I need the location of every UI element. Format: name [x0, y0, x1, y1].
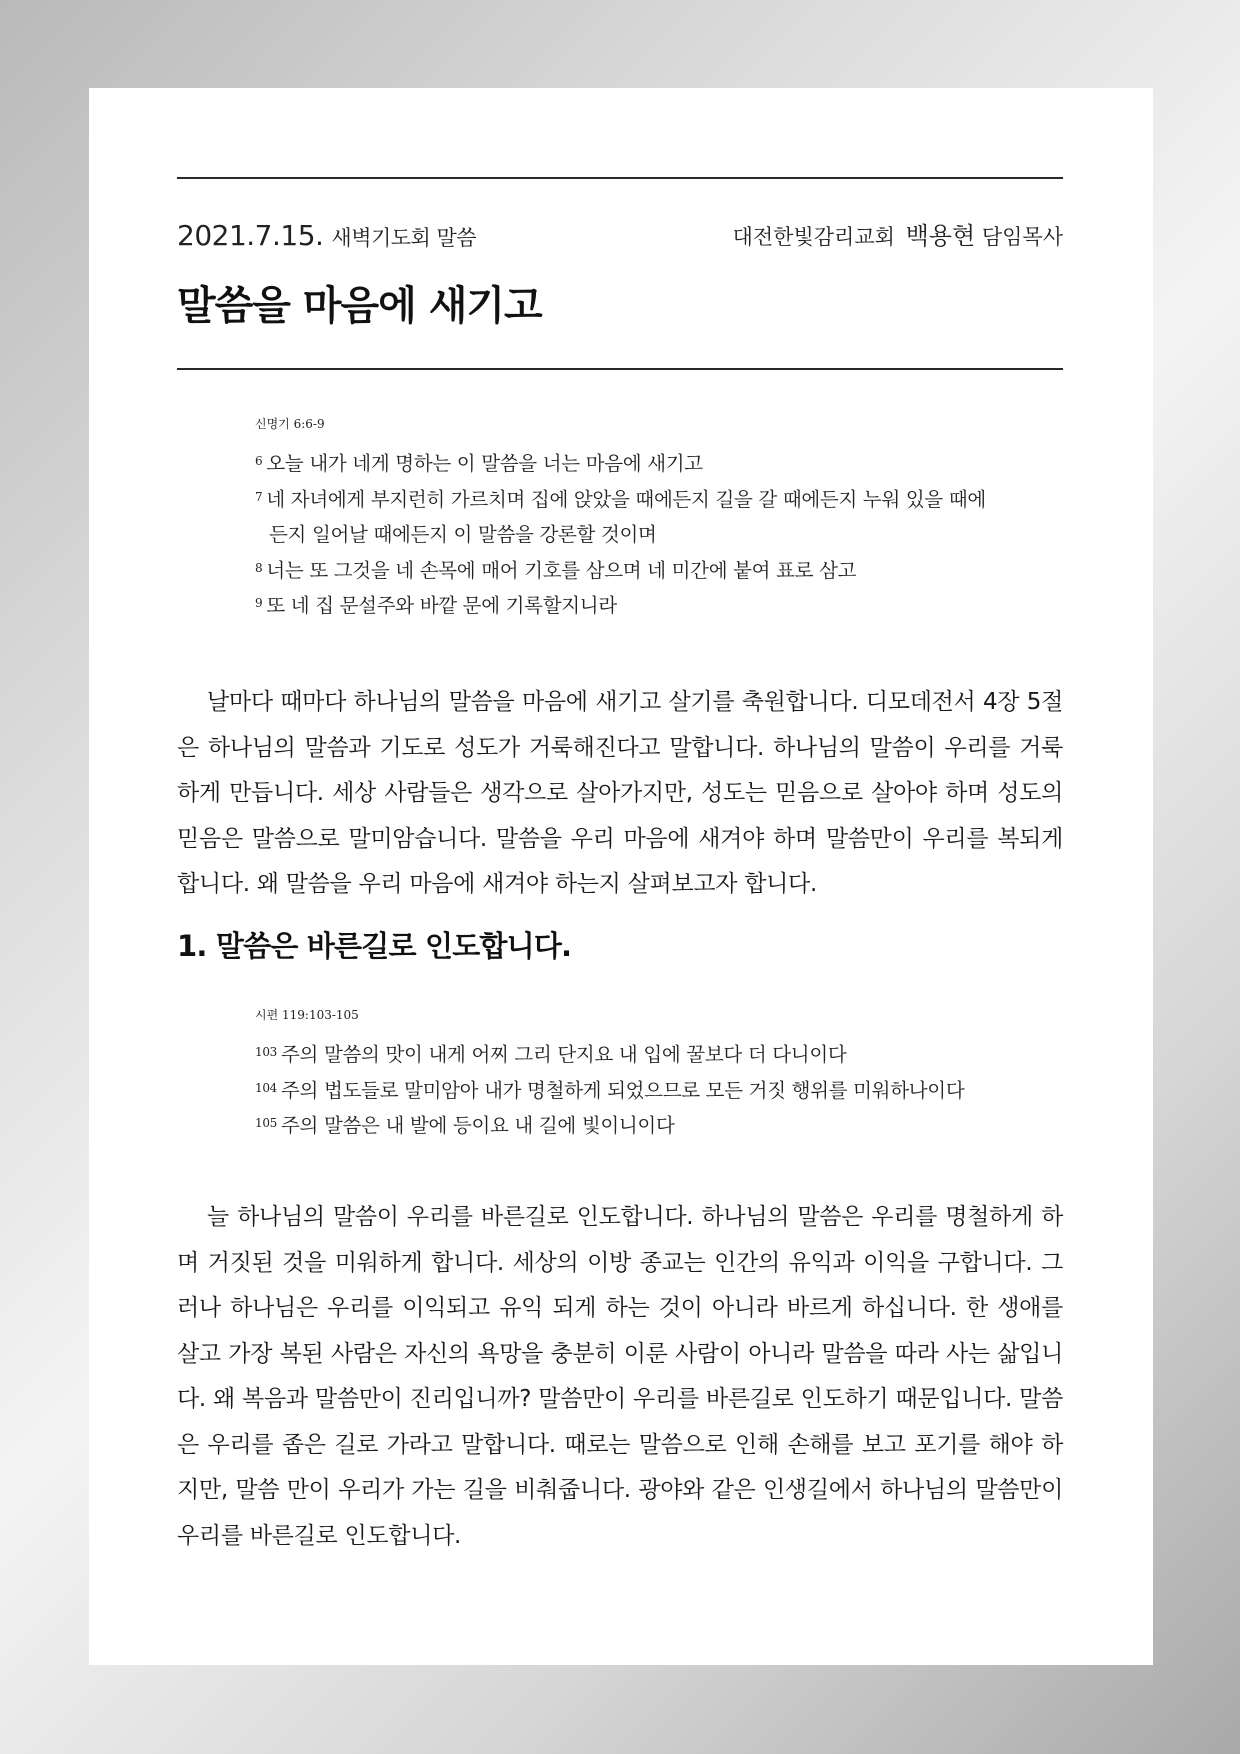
- verse-number: 105: [255, 1116, 278, 1130]
- pastor-title: 담임목사: [981, 225, 1063, 249]
- document-page: [89, 88, 1153, 1665]
- scripture-verse: [255, 1073, 995, 1109]
- verse-text: 주의 법도들로 말미암아 내가 명철하게 되었으므로 모든 거짓 행위를 미워하나이다: [281, 1078, 965, 1102]
- body-paragraph: 날마다 때마다 하나님의 말씀을 마음에 새기고 살기를 축원합니다. 디모데전서 4장 5절은 하나님의 말씀과 기도로 성도가 거룩해진다고 말합니다. 하나님의 말씀이 우리를 거룩하게 만듭니다. 세상 사람들은 생각으로 살아가지만, 성도는 믿음으로 살아야 하며 성도의 믿음은 말씀으로 말미암습니다. 말씀을 우리 마음에 새겨야 하며 말씀만이 우리를 복되게 합니다. 왜 말씀을 우리 마음에 새겨야 하는지 살펴보고자 합니다.: [177, 689, 1063, 897]
- header-top-rule: [177, 177, 1063, 179]
- pastor-name: 백용현: [905, 222, 976, 250]
- verse-text: 네 자녀에게 부지런히 가르치며 집에 앉았을 때에든지 길을 갈 때에든지 누워 있을 때에든지 일어날 때에든지 이 말씀을 강론할 것이며: [266, 487, 986, 546]
- sermon-header: [177, 218, 1063, 254]
- sermon-date-line: [177, 218, 476, 256]
- verse-number: 7: [255, 489, 263, 504]
- scripture-verse: [255, 553, 995, 589]
- header-bottom-rule: [177, 368, 1063, 370]
- verse-number: 104: [255, 1080, 278, 1095]
- scripture-verse: [255, 1108, 995, 1144]
- verse-text: 주의 말씀의 맛이 내게 어찌 그리 단지요 내 입에 꿀보다 더 다니이다: [281, 1043, 847, 1066]
- sermon-title: 말씀을 마음에 새기고: [177, 283, 542, 329]
- verse-number: 9: [255, 596, 263, 610]
- scripture-block-psalms: [255, 1007, 995, 1144]
- scripture-block-deuteronomy: [255, 416, 995, 624]
- service-name: 새벽기도회 말씀: [331, 226, 477, 250]
- verse-number: 8: [255, 560, 263, 575]
- verse-text: 오늘 내가 네게 명하는 이 말씀을 너는 마음에 새기고: [266, 452, 703, 475]
- church-name: 대전한빛감리교회: [732, 225, 895, 249]
- scripture-verse: [255, 588, 995, 624]
- scripture-verse: [255, 482, 995, 553]
- church-and-pastor: [733, 218, 1063, 255]
- scripture-verse: [255, 446, 995, 482]
- verse-text: 주의 말씀은 내 발에 등이요 내 길에 빛이니이다: [281, 1114, 675, 1137]
- scripture-reference: 시편 119:103-105: [255, 1008, 359, 1022]
- sermon-date: 2021.7.15.: [177, 219, 324, 252]
- body-paragraph: 늘 하나님의 말씀이 우리를 바른길로 인도합니다. 하나님의 말씀은 우리를 명철하게 하며 거짓된 것을 미워하게 합니다. 세상의 이방 종교는 인간의 유익과 이익을 구합니다. 그러나 하나님은 우리를 이익되고 유익 되게 하는 것이 아니라 바르게 하십니다. 한 생애를 살고 가장 복된 사람은 자신의 욕망을 충분히 이룬 사람이 아니라 말씀을 따라 사는 삶입니다. 왜 복음과 말씀만이 진리입니까? 말씀만이 우리를 바른길로 인도하기 때문입니다. 말씀은 우리를 좁은 길로 가라고 말합니다. 때로는 말씀으로 인해 손해를 보고 포기를 해야 하지만, 말씀 만이 우리가 가는 길을 비춰줍니다. 광야와 같은 인생길에서 하나님의 말씀만이 우리를 바른길로 인도합니다.: [177, 1204, 1063, 1549]
- verse-number: 103: [255, 1045, 278, 1059]
- verse-text: 너는 또 그것을 네 손목에 매어 기호를 삼으며 네 미간에 붙여 표로 삼고: [266, 558, 857, 582]
- scripture-reference: 신명기 6:6-9: [255, 417, 325, 431]
- section-heading: 1. 말씀은 바른길로 인도합니다.: [177, 929, 572, 963]
- scripture-verse: [255, 1037, 995, 1073]
- verse-number: 6: [255, 454, 263, 468]
- verse-text: 또 네 집 문설주와 바깥 문에 기록할지니라: [266, 594, 617, 617]
